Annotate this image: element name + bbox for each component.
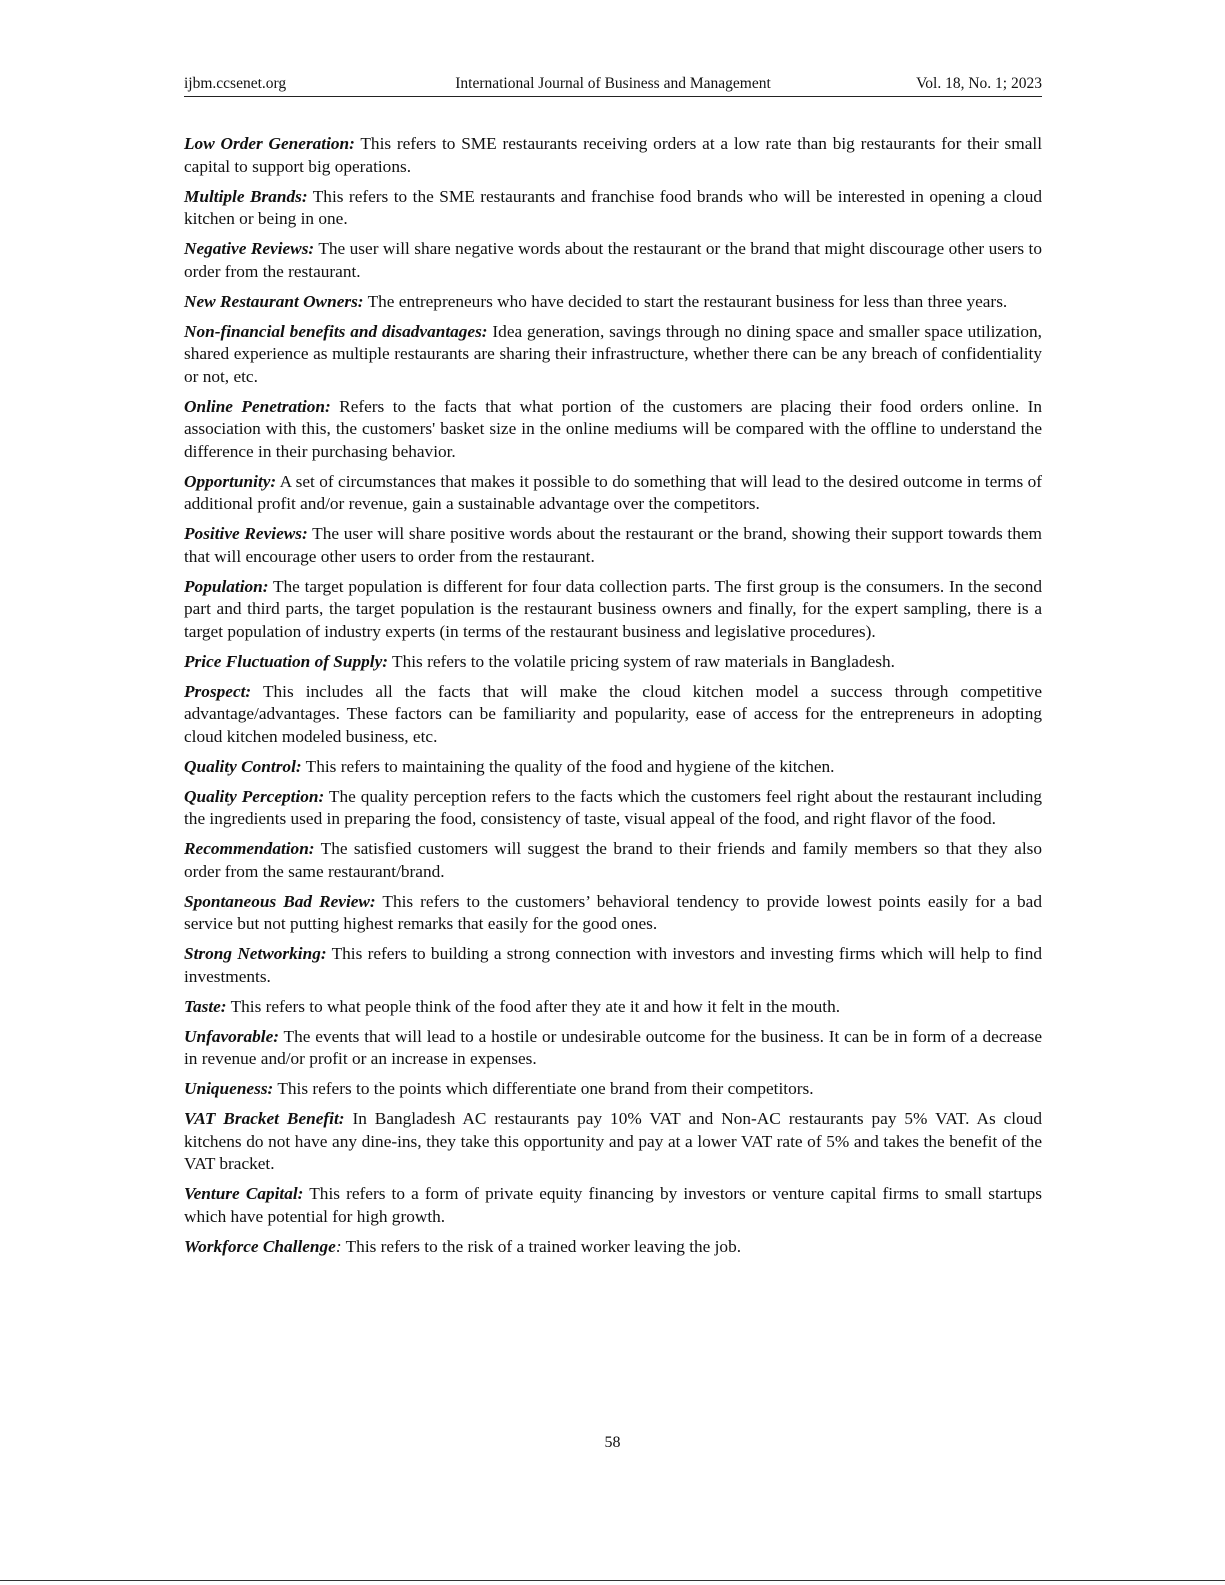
glossary-entry (184, 1078, 1042, 1101)
glossary-term: New Restaurant Owners: (184, 291, 364, 311)
glossary-term: Non-financial benefits and disadvantages: (184, 321, 488, 341)
glossary-term: Online Penetration: (184, 396, 331, 416)
glossary-term: Quality Control: (184, 756, 302, 776)
glossary-entry (184, 291, 1042, 314)
glossary-term: Opportunity: (184, 471, 277, 491)
glossary-definition: The satisfied customers will suggest the brand to their friends and family members so that they also order from the same restaurant/brand. (184, 839, 1042, 881)
glossary-term: Low Order Generation: (184, 134, 355, 153)
glossary-entry-last (184, 1236, 1042, 1259)
glossary-definition: This refers to the points which differentiate one brand from their competitors. (273, 1079, 814, 1098)
glossary-definition: This refers to SME restaurants receiving orders at a low rate than big restaurants for their small capital to support big operations. (184, 134, 1042, 176)
glossary-term: Quality Perception: (184, 786, 325, 806)
glossary-term: Recommendation: (184, 839, 315, 858)
glossary-definition: This includes all the facts that will make the cloud kitchen model a success through competitive advantage/advantages. These factors can be familiarity and popularity, ease of access for the entrepreneurs in adopting cloud kitchen modeled business, etc. (184, 681, 1042, 746)
glossary-entry (184, 133, 1042, 178)
glossary-entry (184, 891, 1042, 936)
glossary-entry (184, 756, 1042, 779)
glossary-term: Strong Networking: (184, 944, 327, 963)
glossary-term: Positive Reviews: (184, 524, 308, 543)
glossary-definition: This refers to building a strong connection with investors and investing firms which will help to find investments. (184, 944, 1042, 986)
glossary-term: Negative Reviews: (184, 239, 315, 258)
glossary-definition: In Bangladesh AC restaurants pay 10% VAT and Non-AC restaurants pay 5% VAT. As cloud kitchens do not have any dine-ins, they take this opportunity and pay at a lower VAT rate of 5% and takes the benefit of the VAT bracket. (184, 1109, 1043, 1173)
glossary-definition: A set of circumstances that makes it possible to do something that will lead to the desired outcome in terms of additional profit and/or revenue, gain a sustainable advantage over the competitors. (184, 471, 1042, 513)
glossary-term: Uniqueness: (184, 1079, 274, 1098)
glossary-definition: This refers to a form of private equity financing by investors or venture capital firms to small startups which have potential for high growth. (184, 1184, 1042, 1226)
glossary-entry (184, 681, 1042, 749)
glossary-definition: Idea generation, savings through no dining space and smaller space utilization, shared experience as multiple restaurants are sharing their infrastructure, whether there can be any breach of confidentiality or not, etc. (184, 321, 1042, 386)
glossary-term: Multiple Brands: (184, 186, 308, 206)
glossary-entry (184, 321, 1042, 389)
glossary-entry (184, 1183, 1042, 1228)
glossary-entry (184, 651, 1042, 674)
glossary-definition: This refers to the risk of a trained worker leaving the job. (341, 1236, 742, 1256)
glossary-term: Workforce Challenge (184, 1236, 336, 1256)
header-website: ijbm.ccsenet.org (184, 75, 287, 92)
glossary-entry (184, 396, 1042, 464)
glossary-entry (184, 471, 1042, 516)
glossary-entry (184, 943, 1042, 988)
glossary-term: Unfavorable: (184, 1026, 280, 1046)
glossary-definition: The quality perception refers to the facts which the customers feel right about the restaurant including the ingredients used in preparing the food, consistency of taste, visual appeal of the food, and right flavor of the food. (184, 786, 1042, 828)
glossary-term: Taste: (184, 996, 227, 1016)
glossary-entry (184, 786, 1042, 831)
glossary-definition: This refers to maintaining the quality of the food and hygiene of the kitchen. (301, 756, 835, 776)
glossary-term: Price Fluctuation of Supply: (184, 651, 389, 671)
glossary-entry (184, 523, 1042, 568)
glossary-term: Spontaneous Bad Review: (184, 891, 376, 911)
header-volume: Vol. 18, No. 1; 2023 (916, 75, 1042, 92)
glossary-definition: This refers to the volatile pricing system of raw materials in Bangladesh. (388, 651, 895, 671)
glossary-definition: This refers to what people think of the food after they ate it and how it felt in the mouth. (226, 996, 841, 1016)
glossary-term: Population: (184, 576, 269, 596)
header-journal-title: International Journal of Business and Management (455, 75, 771, 92)
bottom-rule (0, 1580, 1225, 1581)
glossary-entry (184, 576, 1042, 644)
glossary-entry (184, 238, 1042, 283)
glossary-definition: This refers to the customers’ behavioral tendency to provide lowest points easily for a bad service but not putting highest remarks that easily for the good ones. (184, 891, 1042, 933)
glossary-definition: The entrepreneurs who have decided to start the restaurant business for less than three years. (363, 291, 1008, 311)
glossary-term: Prospect: (184, 681, 252, 701)
glossary-entry (184, 996, 1042, 1019)
glossary-entry (184, 838, 1042, 883)
glossary-definition: The user will share negative words about the restaurant or the brand that might discourage other users to order from the restaurant. (184, 239, 1042, 281)
glossary-entry (184, 1108, 1042, 1176)
glossary-definition: The user will share positive words about the restaurant or the brand, showing their support towards them that will encourage other users to order from the restaurant. (184, 524, 1042, 566)
glossary-entry (184, 186, 1042, 231)
glossary-term-colon: : (335, 1236, 342, 1256)
running-header (184, 74, 1042, 97)
glossary-entry (184, 1026, 1042, 1071)
glossary-definition: Refers to the facts that what portion of the customers are placing their food orders online. In association with this, the customers' basket size in the online mediums will be compared with the offline to understand the difference in their purchasing behavior. (184, 396, 1042, 461)
glossary-term: Venture Capital: (184, 1184, 304, 1203)
glossary-term: VAT Bracket Benefit: (184, 1109, 345, 1128)
glossary-definition: The target population is different for four data collection parts. The first group is the consumers. In the second part and third parts, the target population is the restaurant business owners and finally, for the expert sampling, there is a target population of industry experts (in terms of the restaurant business and legislative procedures). (184, 576, 1042, 641)
glossary-body (184, 133, 1042, 1266)
glossary-definition: The events that will lead to a hostile or undesirable outcome for the business. It can be in form of a decrease in revenue and/or profit or an increase in expenses. (184, 1026, 1042, 1068)
page-number: 58 (604, 1434, 621, 1451)
glossary-definition: This refers to the SME restaurants and franchise food brands who will be interested in opening a cloud kitchen or being in one. (184, 186, 1043, 228)
